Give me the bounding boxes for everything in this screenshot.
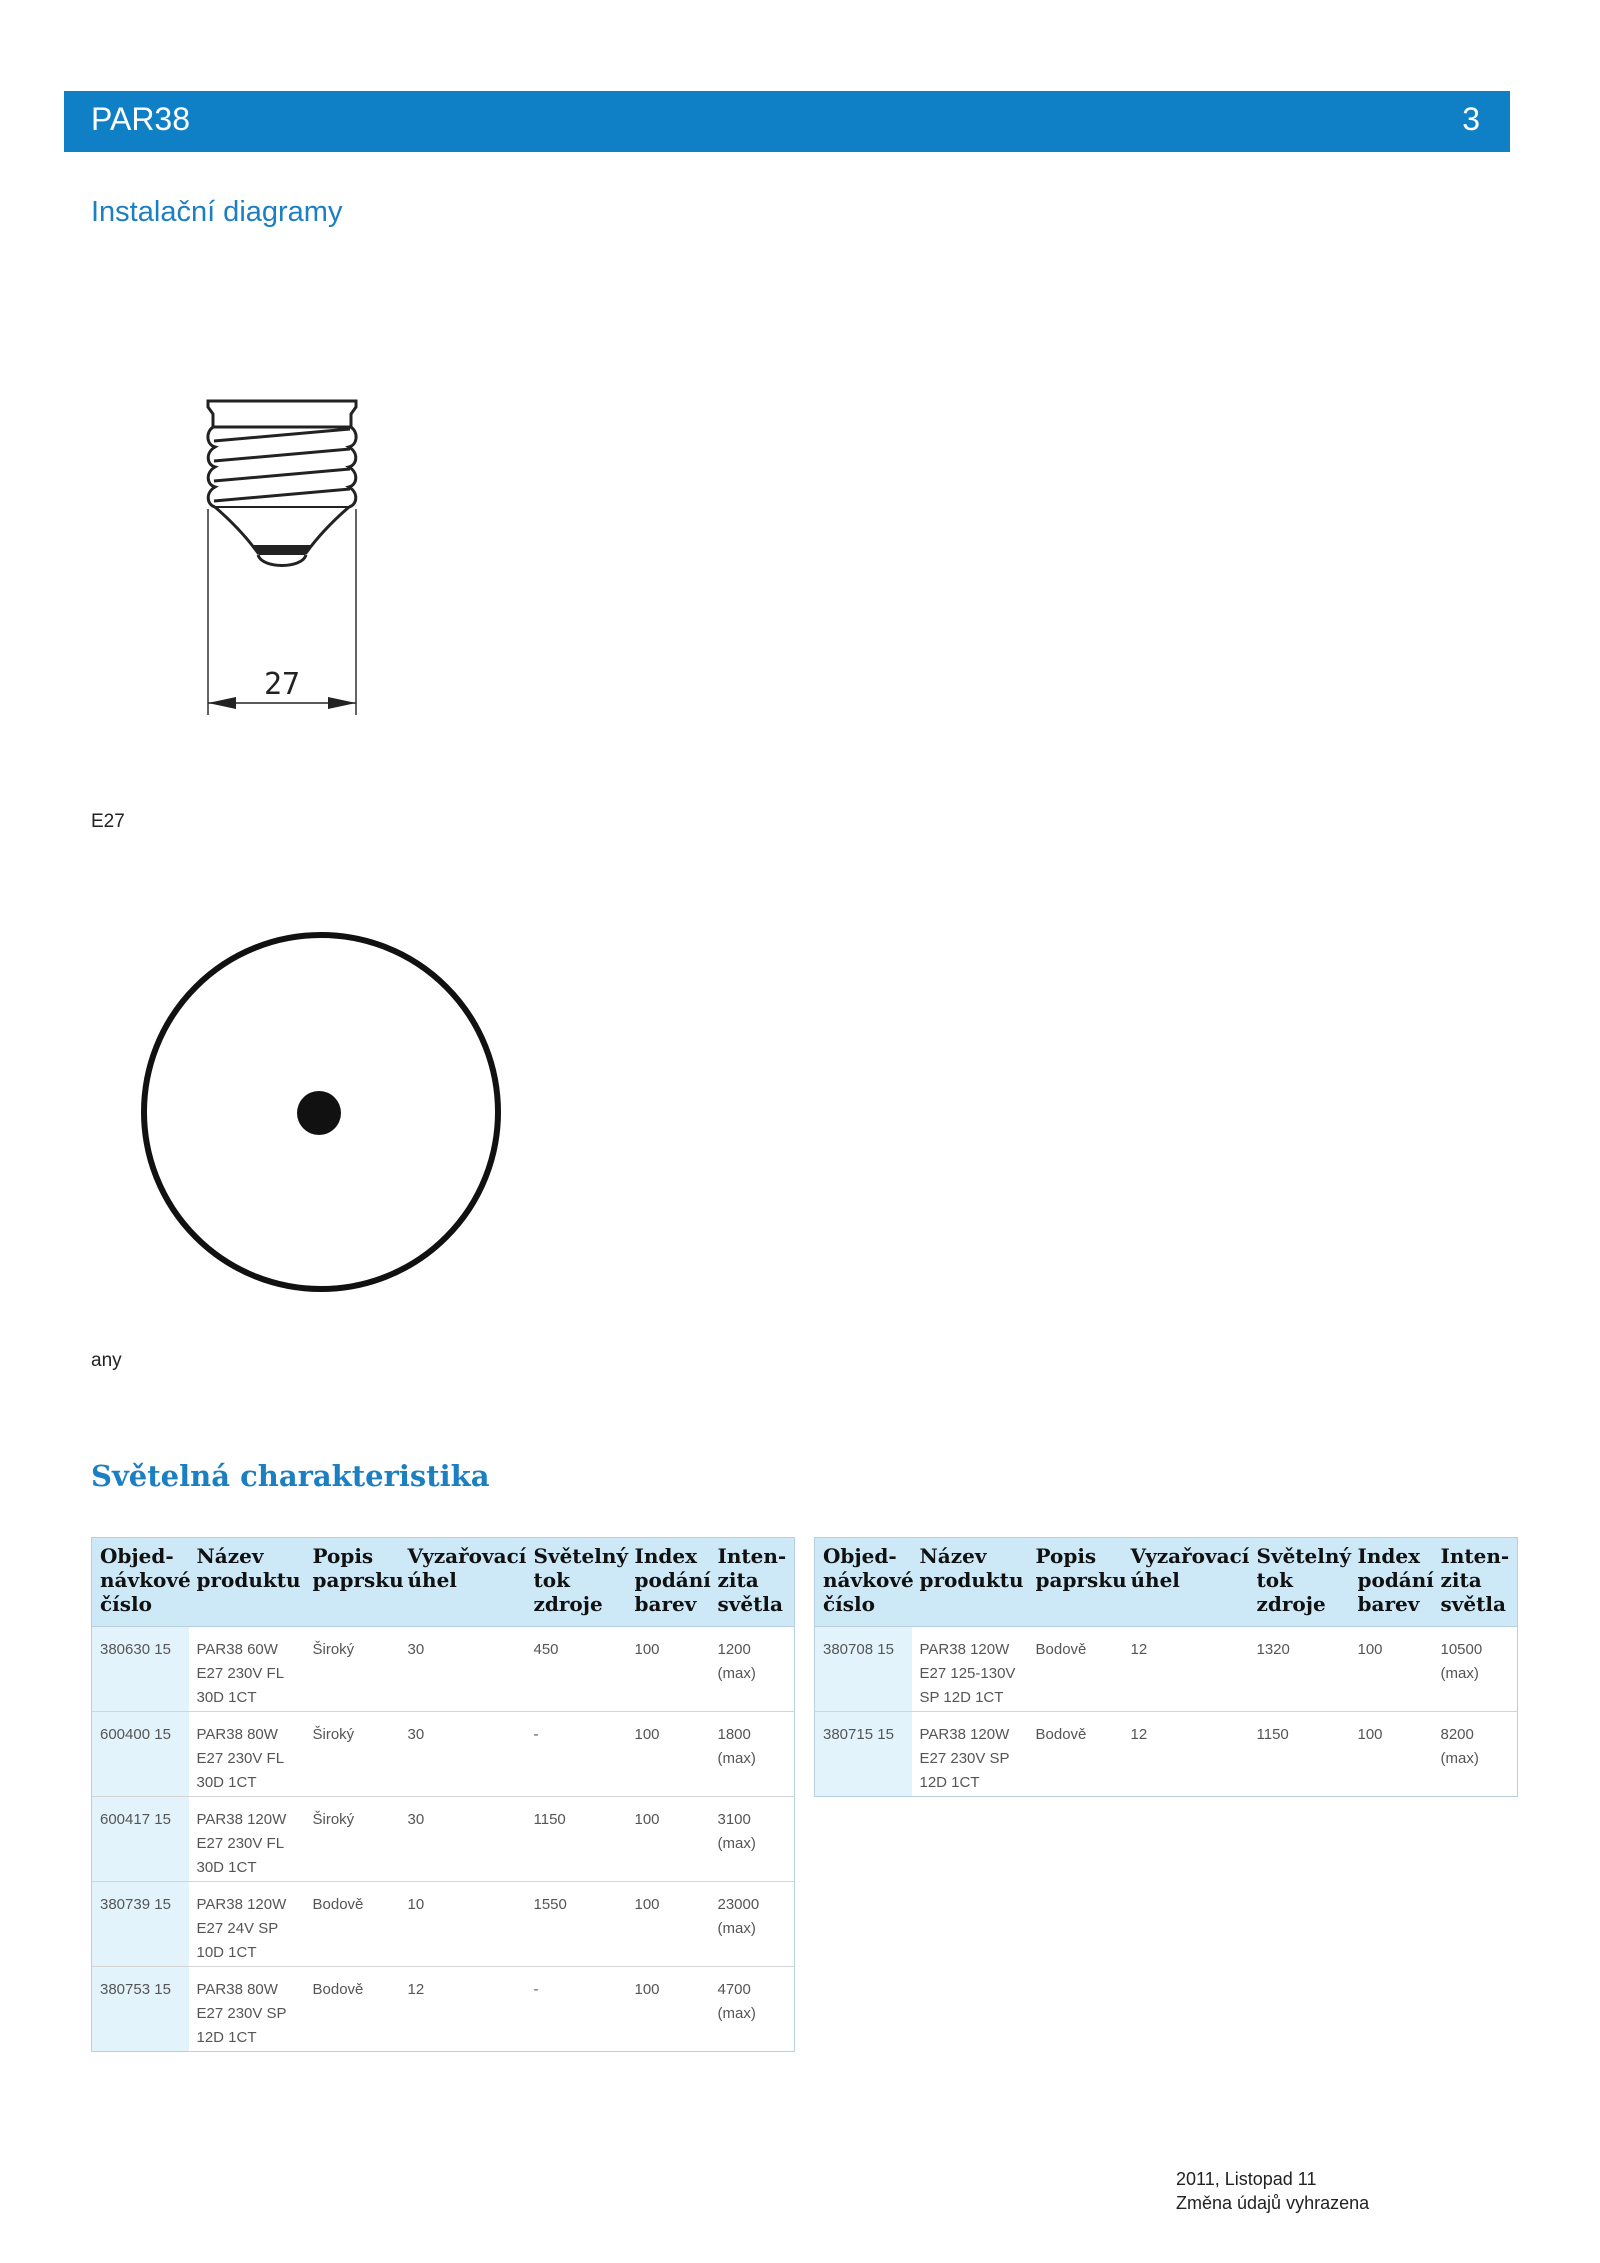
cell-text: 600400 15 (100, 1726, 171, 1743)
table-cell (1433, 1712, 1518, 1797)
cell-text: (max) (1440, 1665, 1479, 1682)
table-cell (305, 1712, 400, 1797)
column-header-line: produktu (919, 1568, 1024, 1592)
table-cell (627, 1797, 710, 1882)
cell-text: 3100 (717, 1811, 751, 1828)
table-header-row (92, 1538, 795, 1627)
cell-text: 380630 15 (100, 1641, 171, 1658)
table-header-row (815, 1538, 1518, 1627)
column-header-line: Inten- (717, 1544, 787, 1568)
table-cell (526, 1712, 627, 1797)
column-header (189, 1538, 305, 1627)
column-header-line: produktu (196, 1568, 301, 1592)
column-header (1350, 1538, 1433, 1627)
table-cell (92, 1967, 189, 2052)
column-header-line: paprsku (1035, 1568, 1127, 1592)
table-cell (305, 1967, 400, 2052)
table-cell (912, 1627, 1028, 1712)
column-header-line: zita (717, 1568, 759, 1592)
light-table-right (814, 1537, 1518, 1797)
table-row (92, 1712, 795, 1797)
header-bar (64, 91, 1510, 152)
column-header (912, 1538, 1028, 1627)
table-cell (1350, 1627, 1433, 1712)
cell-text: 100 (634, 1896, 660, 1913)
column-header (815, 1538, 912, 1627)
cell-text: PAR38 60W (196, 1641, 278, 1658)
cell-text: (max) (717, 1920, 756, 1937)
document-title: PAR38 (91, 101, 191, 137)
table-cell (305, 1627, 400, 1712)
column-header-line: číslo (823, 1592, 875, 1616)
cap-dimension-label: 27 (263, 667, 301, 702)
cell-text: 23000 (717, 1896, 760, 1913)
table-cell (400, 1967, 526, 2052)
cell-text: 380753 15 (100, 1981, 171, 1998)
column-header-line: úhel (1130, 1568, 1180, 1592)
table-cell (627, 1627, 710, 1712)
table-cell (92, 1627, 189, 1712)
column-header (1433, 1538, 1518, 1627)
column-header (526, 1538, 627, 1627)
cell-text: 12D 1CT (196, 2029, 257, 2046)
cell-text: PAR38 120W (919, 1726, 1010, 1743)
footer (1176, 2167, 1369, 2215)
cell-text: PAR38 120W (919, 1641, 1010, 1658)
cell-text: 30D 1CT (196, 1774, 257, 1791)
cell-text: 100 (634, 1811, 660, 1828)
table-cell (1249, 1712, 1350, 1797)
cell-text: E27 230V SP (196, 2005, 287, 2022)
cell-text: Bodově (312, 1981, 364, 1998)
column-header-line: zita (1440, 1568, 1482, 1592)
column-header-line: Objed- (823, 1544, 897, 1568)
cell-text: 10500 (1440, 1641, 1483, 1658)
table-cell (1123, 1627, 1249, 1712)
cell-text: Bodově (1035, 1726, 1087, 1743)
table-cell (526, 1797, 627, 1882)
cell-text: (max) (717, 1835, 756, 1852)
column-header-line: světla (717, 1592, 783, 1616)
table-cell (710, 1712, 795, 1797)
column-header-line: návkové (100, 1568, 191, 1592)
cell-text: 1550 (533, 1896, 567, 1913)
column-header-line: tok (1256, 1568, 1293, 1592)
column-header-line: Popis (312, 1544, 374, 1568)
column-header-line: světla (1440, 1592, 1506, 1616)
cell-text: Bodově (312, 1896, 364, 1913)
lamp-center-dot (297, 1091, 341, 1135)
cell-text: PAR38 80W (196, 1726, 278, 1743)
cell-text: E27 230V FL (196, 1665, 285, 1682)
cell-text: 380715 15 (823, 1726, 894, 1743)
table-cell (627, 1967, 710, 2052)
column-header-line: barev (1357, 1592, 1420, 1616)
cell-text: E27 125-130V (919, 1665, 1016, 1682)
light-section-title: Světelná charakteristika (91, 1459, 490, 1493)
cell-text: 30D 1CT (196, 1859, 257, 1876)
column-header (710, 1538, 795, 1627)
table-cell (710, 1627, 795, 1712)
column-header-line: Index (1357, 1544, 1421, 1568)
light-table-left (91, 1537, 795, 2052)
cell-text: 8200 (1440, 1726, 1474, 1743)
cell-text: 12 (1130, 1641, 1148, 1658)
column-header-line: Název (196, 1544, 264, 1568)
table-cell (92, 1882, 189, 1967)
table-cell (400, 1627, 526, 1712)
table-row (92, 1967, 795, 2052)
table-cell (912, 1712, 1028, 1797)
table-cell (710, 1967, 795, 2052)
table-cell (189, 1712, 305, 1797)
cell-text: - (533, 1726, 539, 1743)
column-header-line: Světelný (1256, 1544, 1352, 1568)
cell-text: Široký (312, 1641, 355, 1658)
table-cell (710, 1882, 795, 1967)
column-header-line: úhel (407, 1568, 457, 1592)
column-header (305, 1538, 404, 1627)
cell-text: Široký (312, 1726, 355, 1743)
cell-text: 1150 (533, 1811, 566, 1828)
table-cell (710, 1797, 795, 1882)
cell-text: 100 (634, 1726, 660, 1743)
column-header-line: Světelný (533, 1544, 629, 1568)
table-cell (189, 1627, 305, 1712)
cell-text: SP 12D 1CT (919, 1689, 1004, 1706)
table-cell (400, 1712, 526, 1797)
table-cell (1028, 1712, 1123, 1797)
column-header (1123, 1538, 1249, 1627)
cell-text: 1320 (1256, 1641, 1290, 1658)
cell-text: 600417 15 (100, 1811, 171, 1828)
cell-text: E27 230V SP (919, 1750, 1010, 1767)
cell-text: (max) (717, 1665, 756, 1682)
table-cell (400, 1797, 526, 1882)
column-header (400, 1538, 526, 1627)
table-cell (305, 1797, 400, 1882)
cap-caption: E27 (91, 811, 125, 832)
table-cell (400, 1882, 526, 1967)
cell-text: 1150 (1256, 1726, 1289, 1743)
table-cell (305, 1882, 400, 1967)
cell-text: E27 230V FL (196, 1835, 285, 1852)
cell-text: PAR38 120W (196, 1896, 287, 1913)
cell-text: 380739 15 (100, 1896, 171, 1913)
footer-date: 2011, Listopad 11 (1176, 2169, 1317, 2189)
table-cell (1028, 1627, 1123, 1712)
column-header-line: Vyzařovací (407, 1544, 527, 1568)
column-header-line: Objed- (100, 1544, 174, 1568)
e27-cap-diagram (190, 395, 380, 715)
table-cell (1249, 1627, 1350, 1712)
table-row (815, 1712, 1518, 1797)
cell-text: 1200 (717, 1641, 751, 1658)
cell-text: (max) (717, 1750, 756, 1767)
cell-text: (max) (1440, 1750, 1479, 1767)
cell-text: 30 (407, 1641, 425, 1658)
table-row (92, 1797, 795, 1882)
table-cell (92, 1712, 189, 1797)
column-header-line: podání (634, 1568, 711, 1592)
cell-text: 30D 1CT (196, 1689, 257, 1706)
column-header (627, 1538, 710, 1627)
table-cell (189, 1882, 305, 1967)
page-number: 3 (1462, 101, 1480, 137)
cell-text: 12 (1130, 1726, 1148, 1743)
column-header-line: tok (533, 1568, 570, 1592)
cell-text: PAR38 120W (196, 1811, 287, 1828)
column-header-line: Vyzařovací (1130, 1544, 1250, 1568)
cell-text: 10D 1CT (196, 1944, 257, 1961)
cell-text: Bodově (1035, 1641, 1087, 1658)
cell-text: 100 (1357, 1641, 1383, 1658)
column-header-line: paprsku (312, 1568, 404, 1592)
column-header-line: Popis (1035, 1544, 1097, 1568)
cell-text: 12 (407, 1981, 425, 1998)
installation-section-title: Instalační diagramy (91, 196, 343, 228)
cell-text: E27 230V FL (196, 1750, 285, 1767)
table-cell (1123, 1712, 1249, 1797)
table-cell (189, 1967, 305, 2052)
column-header-line: Název (919, 1544, 987, 1568)
cell-text: - (533, 1981, 539, 1998)
table-cell (815, 1712, 912, 1797)
column-header (92, 1538, 189, 1627)
table-cell (815, 1627, 912, 1712)
table-cell (92, 1797, 189, 1882)
table-cell (627, 1882, 710, 1967)
cell-text: 12D 1CT (919, 1774, 980, 1791)
column-header (1249, 1538, 1350, 1627)
table-cell (627, 1712, 710, 1797)
cell-text: E27 24V SP (196, 1920, 279, 1937)
table-cell (526, 1627, 627, 1712)
footer-note: Změna údajů vyhrazena (1176, 2193, 1370, 2213)
table-row (815, 1627, 1518, 1712)
cell-text: 10 (407, 1896, 425, 1913)
table-row (92, 1882, 795, 1967)
column-header-line: barev (634, 1592, 697, 1616)
table-cell (189, 1797, 305, 1882)
cell-text: PAR38 80W (196, 1981, 278, 1998)
table-cell (1350, 1712, 1433, 1797)
cell-text: Široký (312, 1811, 355, 1828)
column-header (1028, 1538, 1127, 1627)
cell-text: 380708 15 (823, 1641, 894, 1658)
column-header-line: Index (634, 1544, 698, 1568)
column-header-line: číslo (100, 1592, 152, 1616)
burning-position-caption: any (91, 1350, 122, 1371)
cell-text: 30 (407, 1811, 425, 1828)
cell-text: (max) (717, 2005, 756, 2022)
table-cell (526, 1882, 627, 1967)
cell-text: 100 (1357, 1726, 1383, 1743)
cell-text: 30 (407, 1726, 425, 1743)
column-header-line: Inten- (1440, 1544, 1510, 1568)
cell-text: 4700 (717, 1981, 751, 1998)
cell-text: 100 (634, 1641, 660, 1658)
column-header-line: podání (1357, 1568, 1434, 1592)
table-cell (1433, 1627, 1518, 1712)
column-header-line: zdroje (533, 1592, 603, 1616)
cell-text: 450 (533, 1641, 559, 1658)
cell-text: 1800 (717, 1726, 751, 1743)
table-cell (526, 1967, 627, 2052)
column-header-line: zdroje (1256, 1592, 1326, 1616)
table-row (92, 1627, 795, 1712)
column-header-line: návkové (823, 1568, 914, 1592)
cell-text: 100 (634, 1981, 660, 1998)
burning-position-diagram (138, 929, 504, 1295)
